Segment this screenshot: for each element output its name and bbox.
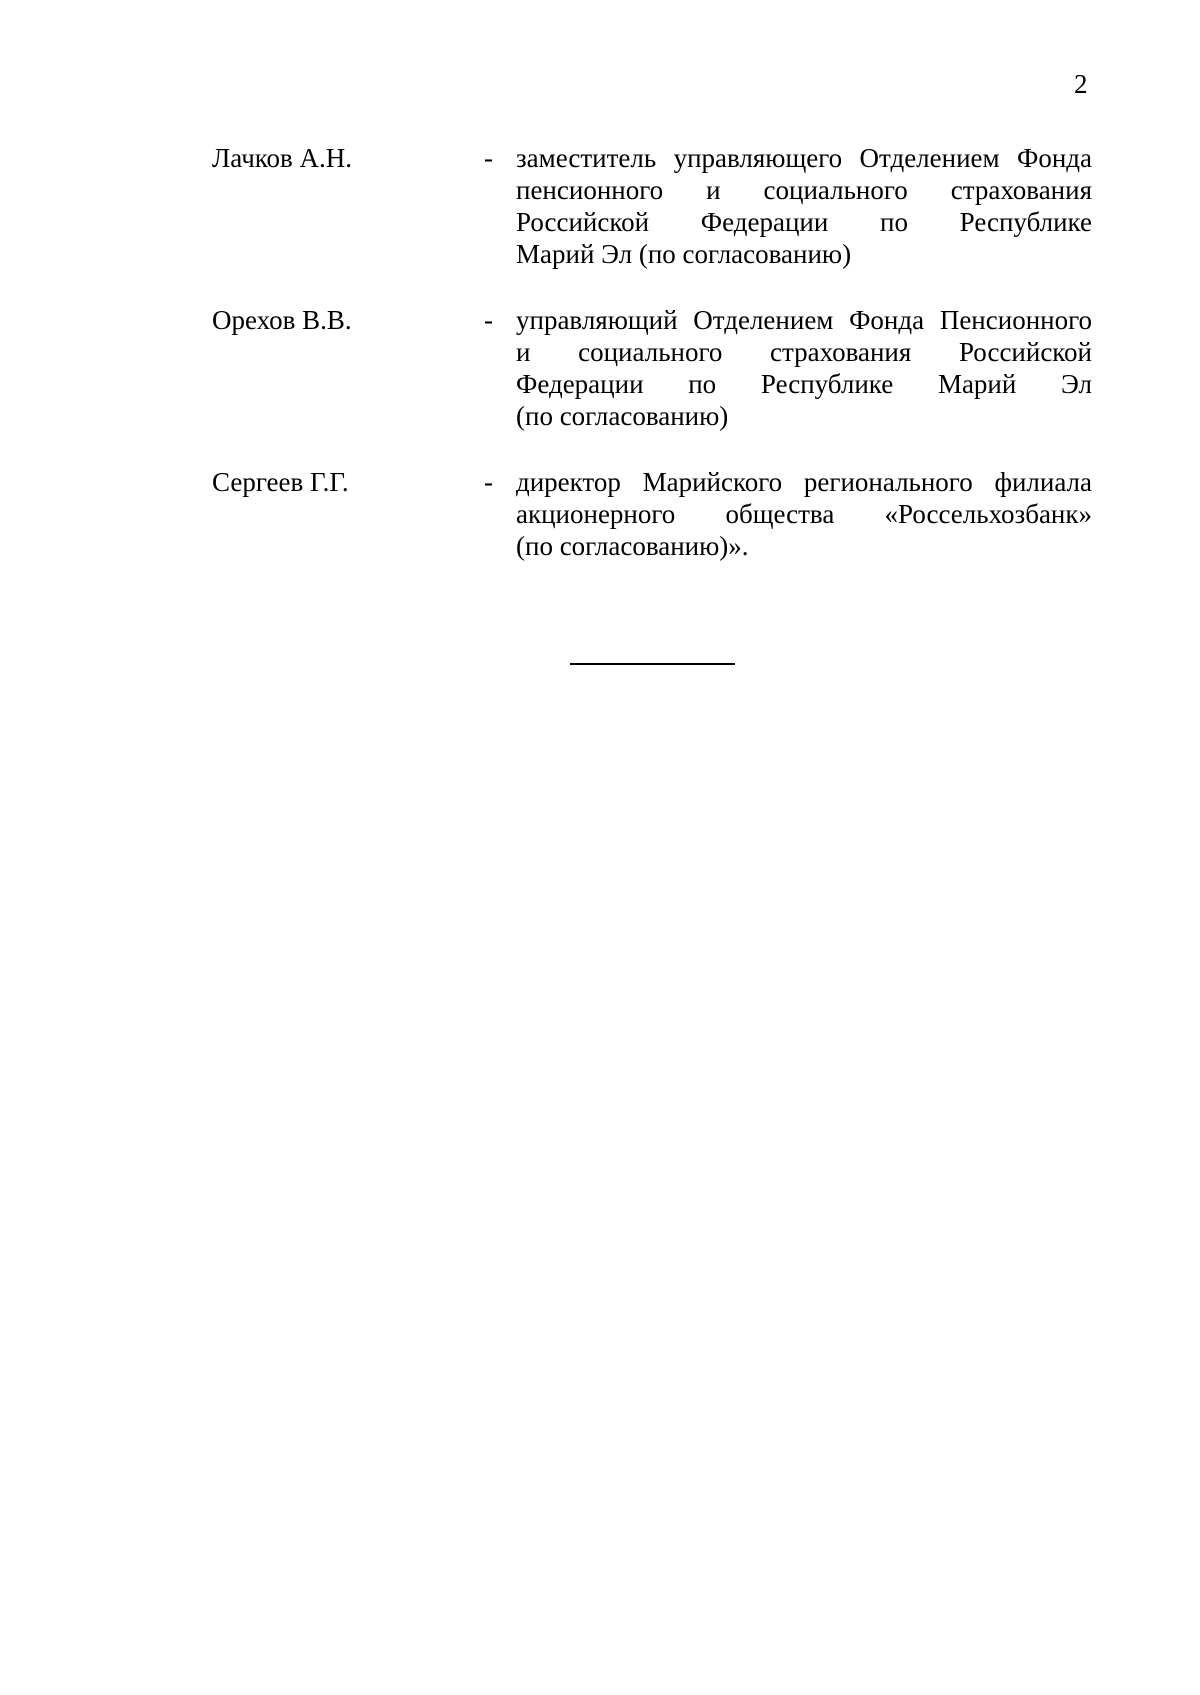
member-position [516,466,1092,562]
position-line: управляющий Отделением Фонда Пенсионного [516,305,1092,335]
end-of-list-rule [570,663,735,665]
member-entry [212,304,1092,432]
member-position [516,304,1092,432]
entry-dash: - [484,143,493,173]
entry-dash: - [484,467,493,497]
position-line: акционерного общества «Россельхозбанк» [516,499,1092,529]
member-entry [212,466,1092,562]
position-line: Российской Федерации по Республике [516,207,1092,237]
position-line: Федерации по Республике Марий Эл [516,369,1092,399]
page-number: 2 [1074,69,1088,99]
position-line: (по согласованию)». [516,531,749,561]
member-position [516,142,1092,270]
position-line: заместитель управляющего Отделением Фонда [516,143,1092,173]
position-line: и социального страхования Российской [516,337,1092,367]
member-name: Орехов В.В. [212,305,352,335]
member-list [212,142,1092,596]
member-name: Сергеев Г.Г. [212,467,349,497]
member-name: Лачков А.Н. [212,143,353,173]
member-entry [212,142,1092,270]
position-line: директор Марийского регионального филиала [516,467,1092,497]
position-line: Марий Эл (по согласованию) [516,239,852,269]
position-line: пенсионного и социального страхования [516,175,1092,205]
entry-dash: - [484,305,493,335]
position-line: (по согласованию) [516,401,729,431]
